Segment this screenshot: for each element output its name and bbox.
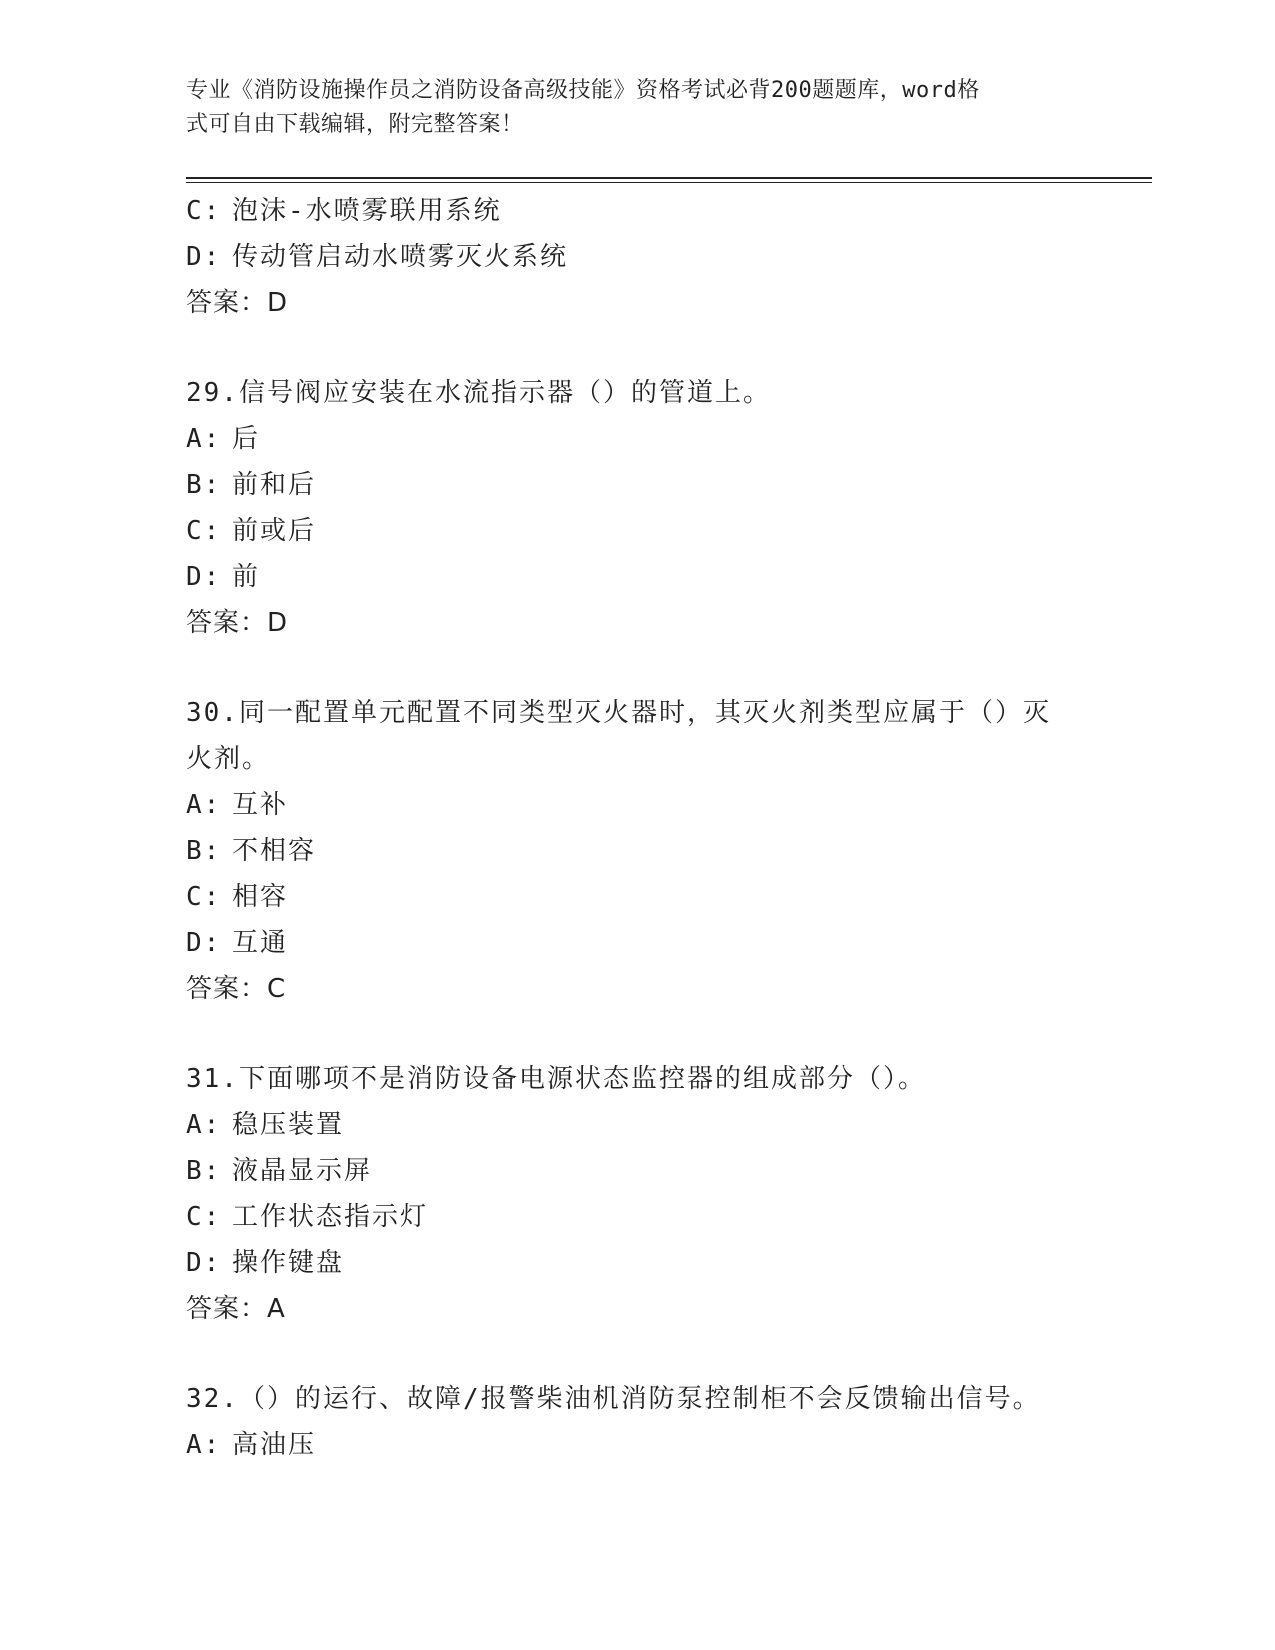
document-header	[186, 74, 1066, 142]
option-a	[186, 782, 1086, 828]
option-label: B:	[186, 470, 222, 500]
option-d	[186, 554, 1086, 600]
option-label: D:	[186, 928, 222, 958]
question-29	[186, 370, 1086, 646]
option-text: 工作状态指示灯	[232, 1202, 429, 1232]
option-a	[186, 416, 1086, 462]
option-label: C:	[186, 196, 222, 226]
option-c	[186, 508, 1086, 554]
option-text: 液晶显示屏	[232, 1156, 373, 1186]
option-text: 后	[232, 424, 261, 454]
question-stem: 29.信号阀应安装在水流指示器（）的管道上。	[186, 378, 771, 408]
option-text: 泡沫-水喷雾联用系统	[232, 196, 502, 226]
option-label: C:	[186, 516, 222, 546]
option-c	[186, 874, 1086, 920]
answer-line: 答案：C	[186, 974, 287, 1004]
option-a	[186, 1422, 1086, 1468]
option-text: 传动管启动水喷雾灭火系统	[232, 242, 569, 272]
option-d	[186, 920, 1086, 966]
option-label: A:	[186, 424, 222, 454]
question-30	[186, 690, 1086, 1012]
option-text: 相容	[232, 882, 289, 912]
option-label: D:	[186, 562, 222, 592]
option-text: 互补	[232, 790, 289, 820]
question-stem-line-2: 火剂。	[186, 744, 271, 774]
option-d	[186, 1240, 1086, 1286]
option-text: 前和后	[232, 470, 317, 500]
question-31	[186, 1056, 1086, 1332]
option-label: A:	[186, 790, 222, 820]
question-stem: 31.下面哪项不是消防设备电源状态监控器的组成部分（）。	[186, 1064, 926, 1094]
option-c	[186, 1194, 1086, 1240]
question-stem: 32.（）的运行、故障/报警柴油机消防泵控制柜不会反馈输出信号。	[186, 1384, 1041, 1414]
option-label: A:	[186, 1110, 222, 1140]
option-b	[186, 828, 1086, 874]
question-32	[186, 1376, 1086, 1468]
option-b	[186, 462, 1086, 508]
option-text: 前或后	[232, 516, 317, 546]
option-label: D:	[186, 1248, 222, 1278]
header-line-2: 式可自由下载编辑，附完整答案！	[186, 112, 524, 137]
option-b	[186, 1148, 1086, 1194]
option-label: B:	[186, 836, 222, 866]
option-text: 不相容	[232, 836, 317, 866]
option-a	[186, 1102, 1086, 1148]
option-label: A:	[186, 1430, 222, 1460]
option-d	[186, 234, 1086, 280]
question-stem-line-1: 30.同一配置单元配置不同类型灭火器时，其灭火剂类型应属于（）灭	[186, 698, 1051, 728]
answer-line: 答案：D	[186, 608, 289, 638]
option-label: D:	[186, 242, 222, 272]
option-text: 操作键盘	[232, 1248, 345, 1278]
header-line-1: 专业《消防设施操作员之消防设备高级技能》资格考试必背200题题库，word格	[186, 78, 980, 103]
option-label: C:	[186, 1202, 222, 1232]
option-label: C:	[186, 882, 222, 912]
option-text: 高油压	[232, 1430, 317, 1460]
answer-line: 答案：A	[186, 1294, 286, 1324]
question-list	[186, 188, 1086, 1468]
header-rule-thick	[186, 177, 1152, 179]
option-text: 互通	[232, 928, 289, 958]
answer-line: 答案：D	[186, 288, 289, 318]
option-label: B:	[186, 1156, 222, 1186]
option-c	[186, 188, 1086, 234]
header-rule-thin	[186, 182, 1152, 183]
option-text: 前	[232, 562, 261, 592]
option-text: 稳压装置	[232, 1110, 345, 1140]
question-28-tail	[186, 188, 1086, 326]
